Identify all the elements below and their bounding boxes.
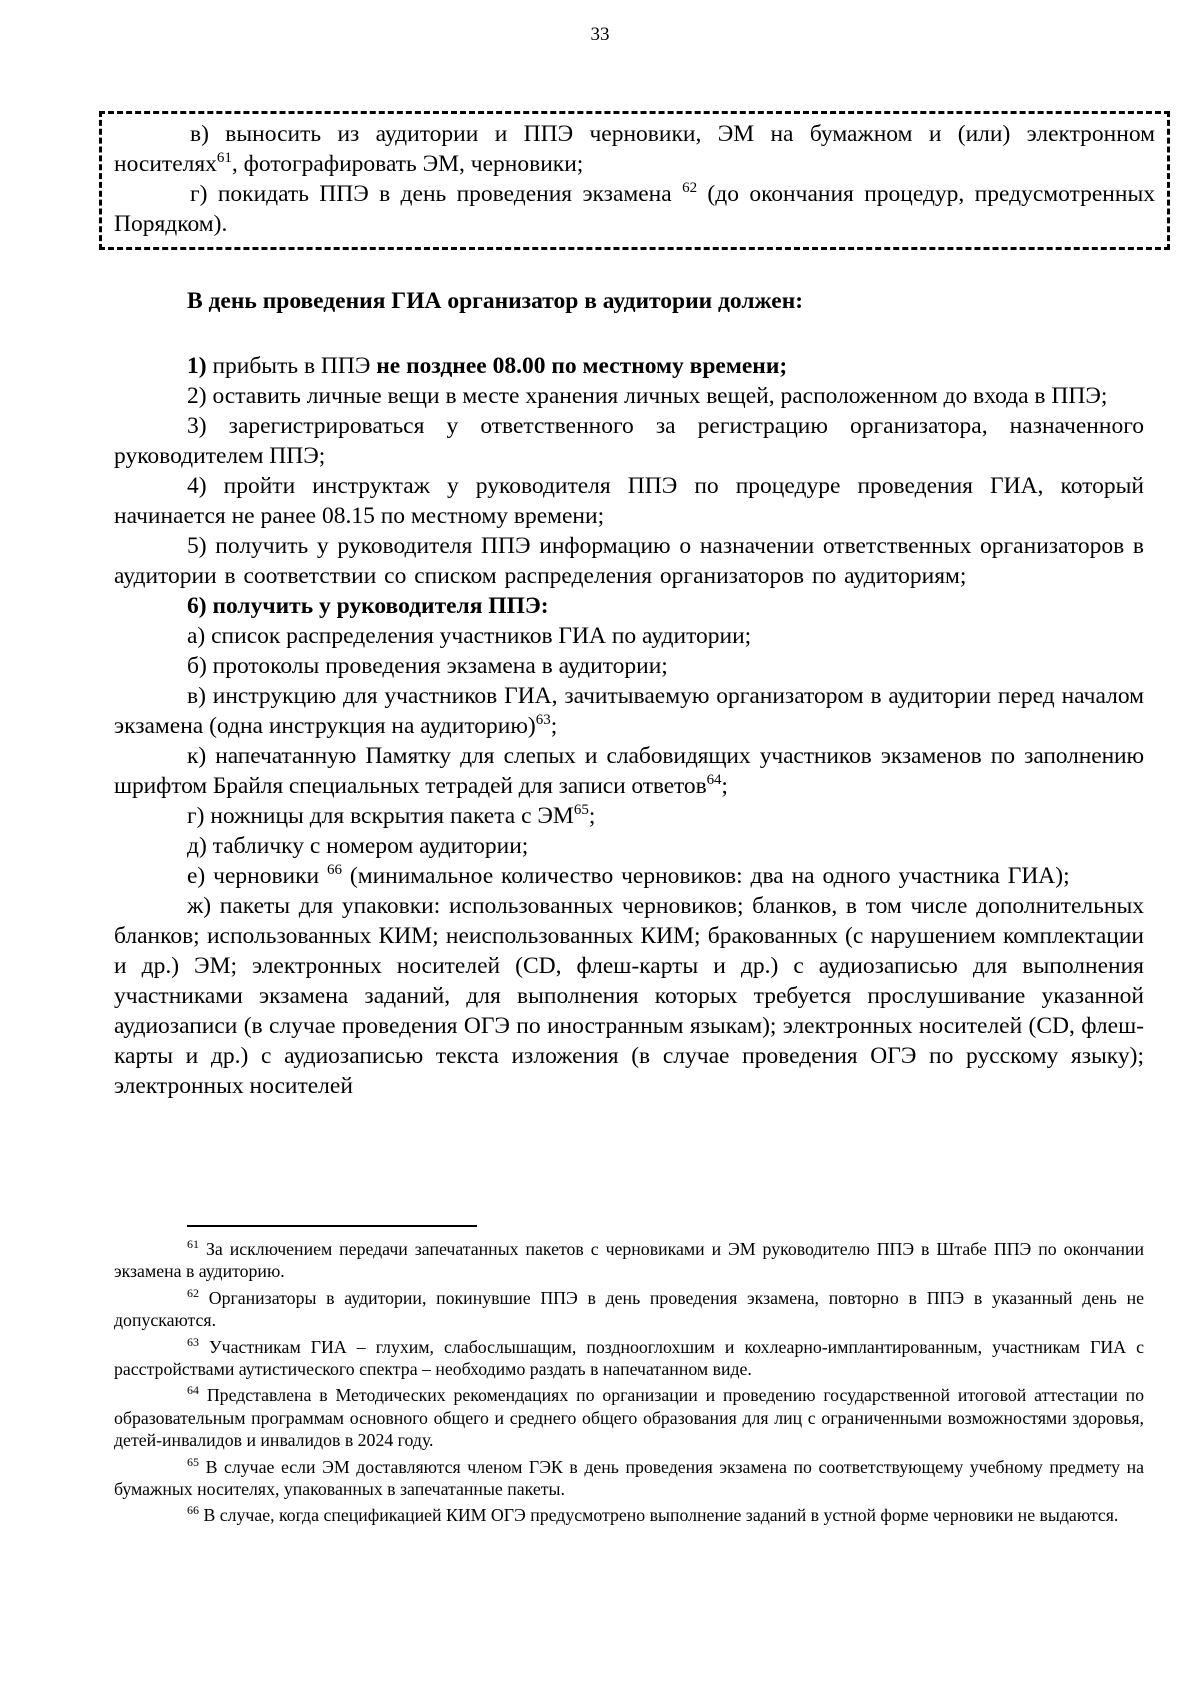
footnote-62: $^{62}$ Организаторы в аудитории, покинувшие ППЭ в день проведения экзамена, повторно в ППЭ в указанный день не допускаются. — [114, 1285, 1144, 1331]
footnote-ref-64[interactable]: 64 — [706, 772, 722, 789]
list-item-6: 6) получить у руководителя ППЭ: — [187, 593, 549, 619]
list-item-e: е) черновики $^{66}$ (минимальное количество черновиков: два на одного участника ГИА); — [187, 862, 1070, 889]
list-item-b: б) протоколы проведения экзамена в аудитории; — [187, 653, 668, 679]
list-item-2: 2) оставить личные вещи в месте хранения личных вещей, расположенном до входа в ППЭ; — [187, 383, 1108, 409]
prohibitions-box — [99, 111, 1170, 250]
footnote-ref-66[interactable]: 66 — [327, 862, 342, 879]
list-item-zh: ж) пакеты для упаковки: использованных черновиков; бланков, в том числе дополнительных бланков; использованных КИМ; неиспользованных КИМ; бракованных (с нарушением комплектации и др.) ЭМ; электронных носителей (CD, флеш-карты и др.) с аудиозаписью для выполнения участниками экзамена заданий, для выполнения которых требуется прослушивание указанной аудиозаписи (в случае проведения ОГЭ по иностранным языкам); электронных носителей (CD, флеш-карты и др.) с аудиозаписью текста изложения (в случае проведения ОГЭ по русскому языку); электронных носителей — [114, 893, 1144, 1099]
box-item-g: г) покидать ППЭ в день проведения экзамена $^{62}$ (до окончания процедур, предусмотренных Порядком). — [114, 180, 1155, 237]
page-number: 33 — [590, 24, 610, 45]
footnote-63: $^{63}$ Участникам ГИА – глухим, слабослышащим, позднооглохшим и кохлеарно-имплантированным, участникам ГИА с расстройствами аутистического спектра – необходимо раздать в напечатанном виде. — [114, 1334, 1144, 1380]
footnote-66: $^{66}$ В случае, когда спецификацией КИМ ОГЭ предусмотрено выполнение заданий в устной форме черновики не выдаются. — [187, 1503, 1119, 1526]
list-item-1: 1) прибыть в ППЭ не позднее 08.00 по местному времени; — [187, 353, 788, 379]
footnote-61: $^{61}$ За исключением передачи запечатанных пакетов с черновиками и ЭМ руководителю ППЭ в Штабе ППЭ по окончании экзамена в аудиторию. — [114, 1237, 1144, 1282]
list-item-5: 5) получить у руководителя ППЭ информацию о назначении ответственных организаторов в аудитории в соответствии со списком распределения организаторов по аудиториям; — [114, 533, 1144, 589]
footnote-ref-63[interactable]: 63 — [535, 712, 551, 729]
footnote-ref-62[interactable]: 62 — [682, 180, 698, 197]
section-heading: В день проведения ГИА организатор в аудитории должен: — [187, 288, 804, 314]
list-item-g: г) ножницы для вскрытия пакета с ЭМ$^{65}$; — [187, 802, 596, 829]
list-item-4: 4) пройти инструктаж у руководителя ППЭ по процедуре проведения ГИА, который начинается не ранее 08.15 по местному времени; — [114, 473, 1144, 529]
list-item-3: 3) зарегистрироваться у ответственного за регистрацию организатора, назначенного руководителем ППЭ; — [114, 413, 1144, 469]
footnotes — [114, 1238, 1144, 1531]
list-item-k: к) напечатанную Памятку для слепых и слабовидящих участников экзаменов по заполнению шрифтом Брайля специальных тетрадей для записи ответов$^{64}$; — [114, 743, 1144, 799]
footnote-65: $^{65}$ В случае если ЭМ доставляются членом ГЭК в день проведения экзамена по соответствующему учебному предмету на бумажных носителях, упакованных в запечатанные пакеты. — [114, 1454, 1144, 1500]
list-item-v: в) инструкцию для участников ГИА, зачитываемую организатором в аудитории перед началом экзамена (одна инструкция на аудиторию)$^{63}$; — [114, 683, 1144, 739]
duties-list — [114, 351, 1144, 1101]
list-item-a: а) список распределения участников ГИА по аудитории; — [187, 623, 752, 649]
footnote-ref-65[interactable]: 65 — [573, 802, 589, 819]
footnote-ref-61[interactable]: 61 — [216, 150, 232, 167]
box-item-v: в) выносить из аудитории и ППЭ черновики, ЭМ на бумажном и (или) электронном носителях$^{61}$, фотографировать ЭМ, черновики; — [114, 121, 1155, 177]
footnote-64: $^{64}$ Представлена в Методических рекомендациях по организации и проведению государственной итоговой аттестации по образовательным программам основного общего и среднего общего образования для лиц с ограниченными возможностями здоровья, детей-инвалидов и инвалидов в 2024 году. — [114, 1383, 1144, 1451]
footnote-separator — [187, 1225, 477, 1227]
list-item-d: д) табличку с номером аудитории; — [187, 833, 529, 859]
